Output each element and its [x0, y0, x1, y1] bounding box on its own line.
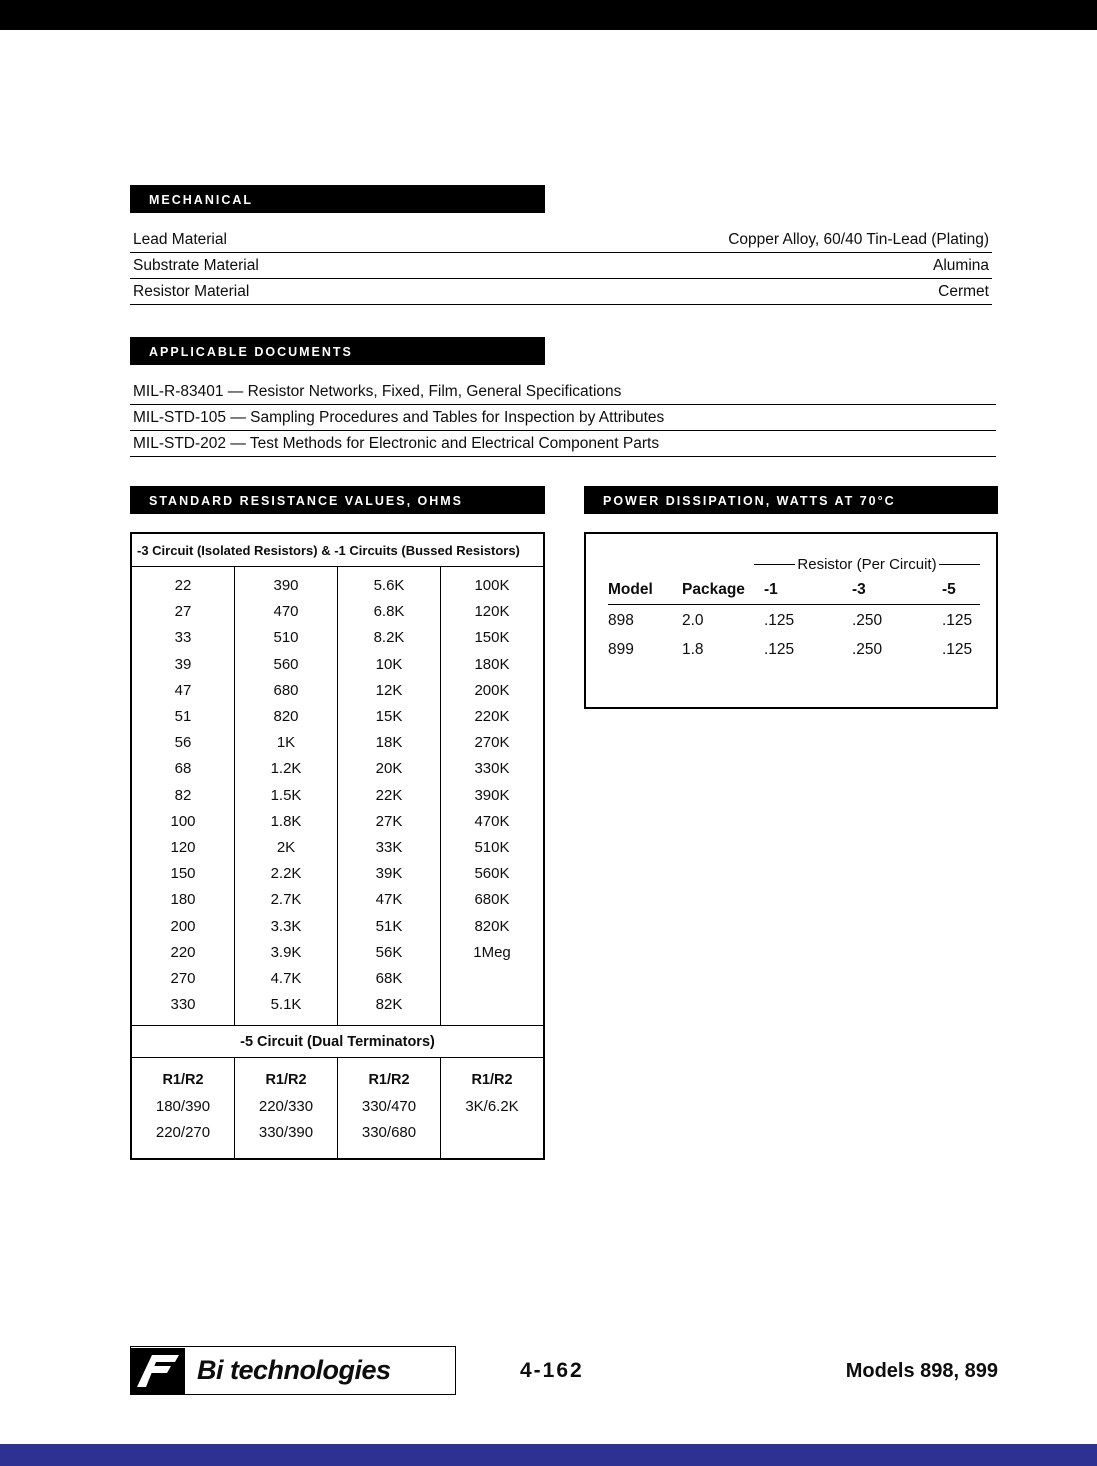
resistance-value: 820K — [474, 917, 510, 935]
resistance-value: 22K — [375, 786, 403, 804]
top-black-bar — [0, 0, 1097, 30]
resistance-value: 20K — [375, 760, 403, 778]
power-table-row — [608, 608, 980, 634]
resistance-value: 6.8K — [373, 603, 405, 621]
dual-terminator-value: 330/390 — [258, 1124, 314, 1142]
document-reference: MIL-STD-105 — Sampling Procedures and Tables for Inspection by Attributes — [130, 405, 996, 431]
resistance-value: 1K — [276, 734, 296, 752]
resistance-value: 10K — [375, 655, 403, 673]
resistance-value: 2K — [276, 839, 296, 857]
resistance-value: 51 — [174, 708, 192, 726]
resistance-value: 470 — [273, 603, 299, 621]
resistance-value: 1.8K — [270, 812, 302, 830]
resistance-value: 270 — [170, 970, 196, 988]
resistance-column — [132, 567, 235, 1025]
resistance-value: 100 — [170, 812, 196, 830]
spec-label: Substrate Material — [133, 257, 259, 274]
resistance-value: 18K — [375, 734, 403, 752]
resistance-value: 390 — [273, 577, 299, 594]
applicable-documents-list — [130, 379, 996, 457]
brand-name: Bi technologies — [197, 1355, 391, 1385]
resistance-value — [441, 992, 543, 1018]
dual-terminator-value: 330/680 — [361, 1124, 417, 1142]
spec-value: Cermet — [938, 283, 989, 300]
spec-value: Copper Alloy, 60/40 Tin-Lead (Plating) — [728, 231, 989, 248]
resistance-value: 8.2K — [373, 629, 405, 647]
resistance-value: 150 — [170, 865, 196, 883]
resistance-value: 33 — [174, 629, 192, 647]
dual-terminator-value: 3K/6.2K — [465, 1098, 519, 1116]
dual-terminator-column — [338, 1058, 441, 1158]
models-label: Models 898, 899 — [845, 1360, 998, 1382]
resistance-value: 39 — [174, 655, 192, 673]
resistance-value: 270K — [474, 734, 510, 752]
dual-terminator-column — [132, 1058, 235, 1158]
resistance-value: 5.6K — [373, 577, 405, 594]
resistance-value: 33K — [375, 839, 403, 857]
resistance-value: 200 — [170, 917, 196, 935]
power-table-value: .125 — [764, 612, 795, 629]
spec-row — [130, 227, 992, 253]
dual-terminator-value: 220/270 — [155, 1124, 211, 1142]
page-number: 4-162 — [520, 1359, 584, 1382]
dual-terminator-value: 220/330 — [258, 1098, 314, 1116]
resistance-value: 2.2K — [270, 865, 302, 883]
resistance-value: 1.5K — [270, 786, 302, 804]
resistance-value: 820 — [273, 708, 299, 726]
applicable-documents-section-header: APPLICABLE DOCUMENTS — [130, 337, 545, 365]
document-reference: MIL-STD-202 — Test Methods for Electronic and Electrical Component Parts — [130, 431, 996, 457]
dual-terminator-column — [441, 1058, 543, 1158]
tables-row — [130, 532, 998, 1160]
bi-technologies-logo-icon — [131, 1348, 185, 1394]
resistance-value: 200K — [474, 681, 510, 699]
r1r2-column-header: R1/R2 — [368, 1072, 410, 1089]
resistance-values-grid — [132, 567, 543, 1025]
resistance-value: 220K — [474, 708, 510, 726]
resistance-value: 4.7K — [270, 970, 302, 988]
dual-terminators-grid — [132, 1058, 543, 1158]
resistance-value: 680K — [474, 891, 510, 909]
resistance-value: 180K — [474, 655, 510, 673]
power-column-header: -1 — [764, 581, 778, 598]
resistance-value: 390K — [474, 786, 510, 804]
resistance-value: 560 — [273, 655, 299, 673]
standard-resistance-section-header: STANDARD RESISTANCE VALUES, OHMS — [130, 486, 545, 514]
power-column-header: Model — [608, 581, 653, 598]
resistance-value: 100K — [474, 577, 510, 594]
resistance-value: 22 — [174, 577, 192, 594]
resistance-value: 220 — [170, 943, 196, 961]
resistance-value: 1.2K — [270, 760, 302, 778]
page-content — [130, 185, 998, 1160]
mechanical-spec-table — [130, 227, 992, 305]
resistance-value: 56K — [375, 943, 403, 961]
resistance-table-title: -3 Circuit (Isolated Resistors) & -1 Circuits (Bussed Resistors) — [132, 534, 543, 567]
spec-label: Resistor Material — [133, 283, 250, 300]
resistance-value: 560K — [474, 865, 510, 883]
resistance-value: 1Meg — [473, 943, 511, 961]
resistance-value: 330K — [474, 760, 510, 778]
r1r2-column-header: R1/R2 — [162, 1072, 204, 1089]
power-table-value: .125 — [942, 641, 973, 658]
resistance-value: 510 — [273, 629, 299, 647]
section-header-row — [130, 486, 998, 514]
resistance-value: 56 — [174, 734, 192, 752]
resistance-value: 5.1K — [270, 996, 302, 1014]
resistance-value: 2.7K — [270, 891, 302, 909]
resistance-value: 3.9K — [270, 943, 302, 961]
resistance-value — [441, 966, 543, 992]
dual-terminator-column — [235, 1058, 338, 1158]
dual-terminator-value: 180/390 — [155, 1098, 211, 1116]
dual-terminator-value: 330/470 — [361, 1098, 417, 1116]
mechanical-section-header: MECHANICAL — [130, 185, 545, 213]
resistance-value: 680 — [273, 681, 299, 699]
brand-logo-box — [130, 1346, 456, 1395]
dual-terminators-header: -5 Circuit (Dual Terminators) — [132, 1025, 543, 1058]
resistance-value: 330 — [170, 996, 196, 1014]
spec-value: Alumina — [933, 257, 989, 274]
power-dissipation-table — [584, 532, 998, 709]
spec-row — [130, 253, 992, 279]
resistor-per-circuit-group-header — [754, 556, 980, 573]
resistance-value: 150K — [474, 629, 510, 647]
resistance-value: 12K — [375, 681, 403, 699]
dual-terminator-value — [441, 1120, 543, 1146]
resistance-value: 68 — [174, 760, 192, 778]
resistance-column — [338, 567, 441, 1025]
bottom-blue-bar — [0, 1444, 1097, 1466]
power-table-body — [608, 608, 980, 663]
resistance-value: 47K — [375, 891, 403, 909]
resistance-value: 3.3K — [270, 917, 302, 935]
spec-label: Lead Material — [133, 231, 227, 248]
power-table-value: 1.8 — [682, 641, 704, 658]
power-column-header: -3 — [852, 581, 866, 598]
power-column-header: -5 — [942, 581, 956, 598]
resistance-value: 120 — [170, 839, 196, 857]
resistance-value: 82K — [375, 996, 403, 1014]
power-table-value: .250 — [852, 641, 883, 658]
resistance-column — [235, 567, 338, 1025]
group-header-right-rule — [939, 564, 980, 566]
power-table-value: 899 — [608, 641, 634, 658]
resistance-value: 120K — [474, 603, 510, 621]
spec-row — [130, 279, 992, 305]
power-column-header: Package — [682, 581, 745, 598]
resistance-column — [441, 567, 543, 1025]
resistance-value: 510K — [474, 839, 510, 857]
resistance-value: 47 — [174, 681, 192, 699]
power-table-value: .125 — [764, 641, 795, 658]
power-table-header-row — [608, 581, 980, 605]
resistance-value: 15K — [375, 708, 403, 726]
resistance-value: 82 — [174, 786, 192, 804]
resistance-value: 180 — [170, 891, 196, 909]
group-header-label: Resistor (Per Circuit) — [797, 556, 937, 573]
r1r2-column-header: R1/R2 — [265, 1072, 307, 1089]
power-table-row — [608, 637, 980, 663]
document-reference: MIL-R-83401 — Resistor Networks, Fixed, Film, General Specifications — [130, 379, 996, 405]
resistance-value: 470K — [474, 812, 510, 830]
power-table-value: 2.0 — [682, 612, 704, 629]
resistance-value: 27 — [174, 603, 192, 621]
r1r2-column-header: R1/R2 — [471, 1072, 513, 1089]
resistance-value: 27K — [375, 812, 403, 830]
power-table-value: 898 — [608, 612, 634, 629]
power-table-value: .125 — [942, 612, 973, 629]
resistance-value: 39K — [375, 865, 403, 883]
power-dissipation-section-header: POWER DISSIPATION, WATTS AT 70°C — [584, 486, 998, 514]
group-header-left-rule — [754, 564, 795, 566]
power-table-value: .250 — [852, 612, 883, 629]
resistance-values-table — [130, 532, 545, 1160]
resistance-value: 68K — [375, 970, 403, 988]
resistance-value: 51K — [375, 917, 403, 935]
